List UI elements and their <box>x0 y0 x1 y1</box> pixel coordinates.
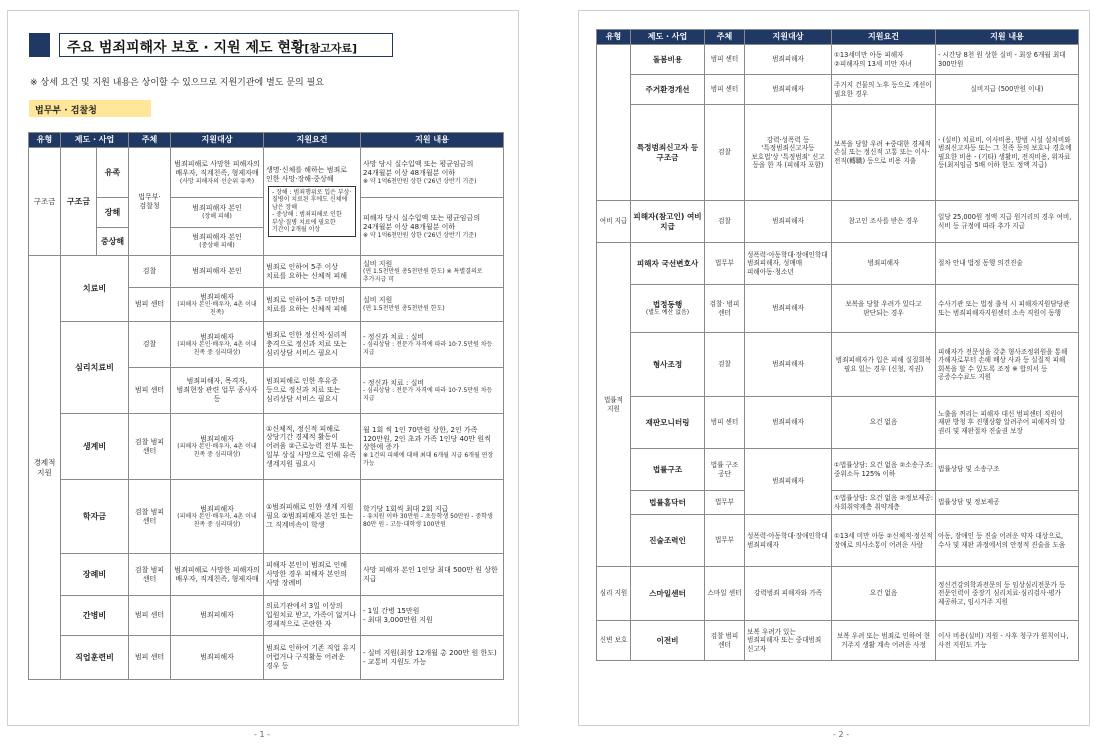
notice-text: ※ 상세 요건 및 지원 내용은 상이할 수 있으므로 지원기관에 별도 문의 필요 <box>30 78 324 88</box>
content-cell: 절차 안내 법정 동행 의견진술 <box>936 243 1079 285</box>
table-row <box>597 333 1079 397</box>
title-reference: [참고자료] <box>304 42 357 55</box>
target-cell: 범죄피해자 <box>745 75 832 105</box>
target-note: (중상해 피해) <box>199 242 235 250</box>
program-cell: 심리치료비 <box>61 322 129 414</box>
content-cell: 일당 25,000원 정액 지급 원거리의 경우 여비, 식비 등 규정에 따라 추가 지급 <box>936 201 1079 243</box>
target-cell: 범죄피해로 사망한 피해자의 배우자, 직계친족, 형제자매 <box>171 554 264 596</box>
content-text: 학기당 1회씩 최대 2회 지급 <box>363 504 449 513</box>
target-cell: 범죄피해자 <box>745 201 832 243</box>
content-cell: - (실비) 치료비, 이사비용, 방범 시설 설치비와 범죄신고자등 또는 그 친족 등의 보호나 경호에 필요한 비용 - (기타) 생활비, 전직비용, 위자료 등(최저임금 5배 이하 한도 정액 지급) <box>936 105 1079 201</box>
content-cell <box>361 368 504 414</box>
content-note: - 심리상담 : 전문가 자격에 따라 10·7.5만원 차등 지급 <box>363 341 493 356</box>
content-cell: 피해자가 전문성을 갖춘 형사조정위원을 통해 가해자로부터 손해 배상 사과 등 실질적 피해 회복을 할 수 있도록 조정 ※ 합의서 등 공증수수료도 지원 <box>936 333 1079 397</box>
program-cell: 재판모니터링 <box>631 397 705 449</box>
target-cell: 범죄피해자 본인 <box>171 256 264 288</box>
agency-cell: 범피 센터 <box>705 397 745 449</box>
requirement-cell: 주거지 건물의 노후 등으로 개선이 필요한 경우 <box>832 75 936 105</box>
type-cell: 법률적 지원 <box>597 243 631 567</box>
program-cell: 구조금 <box>61 148 97 256</box>
table-row <box>597 621 1079 661</box>
content-cell <box>361 288 504 322</box>
agency-cell: 검찰 범피 센터 <box>129 480 171 554</box>
requirement-cell: 피해자 본인이 범죄로 인해 사망한 경우 피해자 본인의 사망 장례비 <box>264 554 361 596</box>
content-cell: 사망 피해자 본인 1인당 최대 500만 원 상한 지급 <box>361 554 504 596</box>
target-cell <box>171 414 264 480</box>
program-cell: 치료비 <box>61 256 129 322</box>
agency-cell: 검찰· 범피 센터 <box>705 285 745 333</box>
content-text: - 정신과 치료 : 실비 <box>363 332 425 341</box>
requirement-cell: 요건 없음 <box>832 397 936 449</box>
content-text: - 정신과 치료 : 실비 <box>363 378 425 387</box>
agency-cell: 법무부 <box>705 491 745 515</box>
header-target: 지원대상 <box>745 30 832 45</box>
header-agency: 주체 <box>705 30 745 45</box>
target-text: 범죄피해자 <box>200 292 234 301</box>
content-text: 실비 지원 <box>363 296 393 305</box>
requirement-cell: 범죄피해자 <box>832 243 936 285</box>
program-cell: 법률홈닥터 <box>631 491 705 515</box>
target-cell: 범죄피해자 <box>745 285 832 333</box>
program-cell: 피해자(참고인) 여비 지급 <box>631 201 705 243</box>
table-row <box>597 45 1079 75</box>
table-row <box>597 449 1079 491</box>
sub-type-cell: 중상해 <box>97 228 129 256</box>
requirement-cell: 범죄로 인하여 5주 이상 치료를 요하는 신체적 피해 <box>264 256 361 288</box>
requirement-cell: 요건 없음 <box>832 567 936 621</box>
content-cell <box>361 414 504 480</box>
agency-cell: 스마일 센터 <box>705 567 745 621</box>
target-note: (피해자 본인·배우자, 4촌 이내 친족 중 심리대상) <box>177 443 257 458</box>
page-title-box <box>29 33 393 57</box>
target-cell <box>171 480 264 554</box>
content-cell <box>361 480 504 554</box>
target-note: (사망 피해자의 선순위 유족) <box>179 177 255 185</box>
table-row <box>29 148 504 198</box>
content-cell: 노출을 꺼리는 피해자 대신 범피센터 직원이 재판 방청 후 진행상황 알려주어 피해자의 알 권리 및 재판절차 진술권 보장 <box>936 397 1079 449</box>
target-text: 범죄피해자 <box>200 504 234 513</box>
target-cell <box>171 148 264 198</box>
content-note: ※ 약 1억6천만원 상한 ('26년 상반기 기준) <box>363 231 477 239</box>
header-target: 지원대상 <box>171 133 264 148</box>
agency-cell: 검찰 범피 센터 <box>129 414 171 480</box>
content-cell <box>361 198 504 256</box>
header-program: 제도 · 사업 <box>61 133 129 148</box>
target-cell: 성폭력·아동학대·장애인학대 범죄피해자 <box>745 515 832 567</box>
type-cell: 여비 지급 <box>597 201 631 243</box>
table-row <box>29 554 504 596</box>
target-text: 범죄피해자 본인 <box>192 233 242 242</box>
agency-cell: 검찰 범피 센터 <box>705 621 745 661</box>
requirement-cell: 의료기관에서 3일 이상의 입원치료 받고, 가족이 없거나 경제적으로 곤란한 자 <box>264 596 361 636</box>
requirement-cell: 보복을 당할 우려가 있다고 판단되는 경우 <box>832 285 936 333</box>
agency-cell: 범피 센터 <box>129 288 171 322</box>
requirement-cell: 보복 우려 또는 범죄로 인하여 현 거주지 생활 계속 어려운 사정 <box>832 621 936 661</box>
target-cell <box>171 228 264 256</box>
requirement-box-line: - 장해 : 범죄행위로 입은 부상·질병이 치료된 후에도 신체에 남은 장해 <box>272 188 352 211</box>
agency-cell: 범피 센터 <box>129 596 171 636</box>
program-note: (별도 예산 없음) <box>645 309 690 317</box>
requirement-cell: 범죄로 인하여 기존 직업 유지 어렵거나 구직활동 어려운 경우 등 <box>264 636 361 680</box>
content-note: (연 1.5천만원 총5천만원 한도) ※ 특별결의로 추가지급 可 <box>363 268 483 283</box>
program-cell: 이전비 <box>631 621 705 661</box>
content-cell <box>361 636 504 680</box>
requirement-cell: 범죄피해로 인한 후유증 등으로 정신과 치료 또는 심리상담 서비스 필요시 <box>264 368 361 414</box>
target-note: (피해자 본인·배우자, 4촌 이내 친족) <box>177 301 257 316</box>
table-row <box>29 256 504 288</box>
agency-cell: 검찰 범피 센터 <box>129 554 171 596</box>
page-number: - 2 - <box>833 730 849 739</box>
requirement-cell: 범죄로 인하여 5주 미만의 치료를 요하는 신체적 피해 <box>264 288 361 322</box>
agency-cell: 검찰 <box>705 333 745 397</box>
target-cell: 범죄피해자 <box>745 449 832 515</box>
table-row <box>597 75 1079 105</box>
target-cell: 범죄피해자, 목격자, 범죄현장 관련 업무 종사자 등 <box>171 368 264 414</box>
agency-cell: 검찰 <box>705 105 745 201</box>
content-note: ※ 1건의 피해에 대해 최대 6개월 지급 6개월 연장 가능 <box>363 452 494 467</box>
content-note: - 유치원 이하 30만원 - 초등학생 50만원 - 중학생 80만 원 - 고등·대학생 100만원 <box>363 513 493 528</box>
target-cell <box>171 288 264 322</box>
document-page-1 <box>7 10 519 726</box>
agency-cell: 법무부 <box>705 515 745 567</box>
content-cell: 법률상담 및 소송구조 <box>936 449 1079 491</box>
program-cell: 형사조정 <box>631 333 705 397</box>
support-table-page2 <box>596 29 1079 661</box>
target-cell: 강력범죄 피해자와 가족 <box>745 567 832 621</box>
requirement-cell: 보복을 당할 우려 +중대한 경제적 손실 또는 정신적 고통 또는 이사·전직(轉職) 등으로 비용 지출 <box>832 105 936 201</box>
program-cell: 피해자 국선변호사 <box>631 243 705 285</box>
content-note: - 심리상담 : 전문가 자격에 따라 10·7.5만원 차등 지급 <box>363 387 493 402</box>
table-row <box>29 322 504 368</box>
content-cell: - 시간당 8천 원 상한 실비 - 최장 6개월 최대 300만원 <box>936 45 1079 75</box>
content-cell: 법률상담 및 정보제공 <box>936 491 1079 515</box>
target-cell: 보복 우려가 있는 범죄피해자 또는 중대범죄 신고자 <box>745 621 832 661</box>
type-cell: 구조금 <box>29 148 61 256</box>
agency-cell: 범피 센터 <box>705 45 745 75</box>
target-cell <box>171 198 264 228</box>
header-requirement: 지원요건 <box>832 30 936 45</box>
program-text: 법정동행 <box>652 300 683 309</box>
title-marker <box>29 33 50 57</box>
content-cell <box>361 322 504 368</box>
requirement-cell: 범죄피해자가 입은 피해 실질회복 필요 있는 경우 (신청, 직권) <box>832 333 936 397</box>
table-row <box>29 636 504 680</box>
content-cell <box>361 148 504 198</box>
requirement-cell: ①13세 미만 아동 ②신체적·정신적 장애로 의사소통이 어려운 사람 <box>832 515 936 567</box>
table-row <box>29 480 504 554</box>
table-row <box>597 397 1079 449</box>
content-text: - 실비 지원(최장 12개월 총 200만 원 한도) <box>363 648 497 657</box>
support-table-page1 <box>28 132 504 680</box>
requirement-cell: ①법률상담: 요건 없음 ②소송구조: 중위소득 125% 이하 <box>832 449 936 491</box>
target-cell <box>171 322 264 368</box>
program-cell: 주거환경개선 <box>631 75 705 105</box>
target-cell: 성폭력·아동학대·장애인학대 범죄피해자, 성매매 피해아동·청소년 <box>745 243 832 285</box>
content-text: 피해자 당시 실수입액 또는 평균임금의 24개월분 이상 48개월분 이하 <box>363 214 481 231</box>
content-note: - 교통비 지원도 가능 <box>363 657 427 666</box>
target-note: (장해 피해) <box>202 213 232 221</box>
target-cell: 범죄피해자 <box>171 596 264 636</box>
content-cell <box>361 256 504 288</box>
content-note: - 최대 3,000만원 지원 <box>363 615 433 624</box>
requirement-cell: ①신체적, 정신적 피해로 상당기간 경제적 활동이 어려움 ②근로능력 전부 또는 일부 상실 사망으로 인해 유족 생계지원 필요시 <box>264 414 361 480</box>
content-text: - 1일 간병 15만원 <box>363 606 420 615</box>
agency-cell: 범피 센터 <box>705 75 745 105</box>
program-cell: 돌봄비용 <box>631 45 705 75</box>
header-type: 유형 <box>29 133 61 148</box>
sub-type-cell: 장해 <box>97 198 129 228</box>
table-row <box>597 515 1079 567</box>
target-cell: 범죄피해자 <box>171 636 264 680</box>
agency-cell: 검찰 <box>129 256 171 288</box>
target-cell: 범죄피해자 <box>745 45 832 75</box>
agency-cell: 검찰 <box>705 201 745 243</box>
page-number: - 1 - <box>254 730 270 739</box>
program-cell: 특정범죄신고자 등 구조금 <box>631 105 705 201</box>
program-cell: 간병비 <box>61 596 129 636</box>
header-content: 지원 내용 <box>361 133 504 148</box>
target-text: 범죄피해로 사망한 피해자의 배우자, 직계친족, 형제자매 <box>174 160 260 177</box>
target-cell: 범죄피해자 <box>745 333 832 397</box>
program-cell: 장례비 <box>61 554 129 596</box>
table-row <box>597 105 1079 201</box>
table-row <box>597 201 1079 243</box>
content-text: 월 1회 씩 1인 70만원 상한, 2인 가족 120만원, 2인 초과 가족 1인당 40만 원씩 상한에 증가 <box>363 425 491 452</box>
sub-type-cell: 유족 <box>97 148 129 198</box>
program-cell <box>631 285 705 333</box>
header-requirement: 지원요건 <box>264 133 361 148</box>
requirement-cell: ①법률상담: 요건 없음 ②정보제공: 사회취약계층 취약계층 <box>832 491 936 515</box>
type-cell: 경제적 지원 <box>29 256 61 680</box>
target-cell: 강력·성폭력 등 '특정범죄신고자등 보호법'상 '특정범죄' 신고 등을 한 자 (피해자 포함) <box>745 105 832 201</box>
agency-cell: 법무부· 검찰청 <box>129 148 171 256</box>
content-cell: 이사 비용(실비) 지원 - 사후 청구가 원칙이나, 사전 지원도 가능 <box>936 621 1079 661</box>
agency-cell: 법무부 <box>705 243 745 285</box>
agency-cell: 검찰 <box>129 322 171 368</box>
content-cell: 아동, 장애인 등 진술 어려운 약자 대상으로, 수사 및 재판 과정에서의 안정적 진술을 도움 <box>936 515 1079 567</box>
header-type: 유형 <box>597 30 631 45</box>
table-row <box>597 567 1079 621</box>
target-cell: 범죄피해자 <box>745 397 832 449</box>
requirement-cell <box>264 148 361 256</box>
program-cell: 생계비 <box>61 414 129 480</box>
agency-cell: 범피 센터 <box>129 368 171 414</box>
table-row <box>29 596 504 636</box>
table-row <box>597 243 1079 285</box>
content-note: (연 1.5천만원 총5천만원 한도) <box>363 305 445 313</box>
header-content: 지원 내용 <box>936 30 1079 45</box>
type-cell: 심리 지원 <box>597 567 631 621</box>
table-row <box>29 414 504 480</box>
target-note: (피해자 본인·배우자, 4촌 이내 친족 중 심리대상) <box>177 341 257 356</box>
table-row <box>597 285 1079 333</box>
agency-cell: 법률 구조 공단 <box>705 449 745 491</box>
header-program: 제도 · 사업 <box>631 30 705 45</box>
program-cell: 직업훈련비 <box>61 636 129 680</box>
page-title: 주요 범죄피해자 보호 · 지원 제도 현황[참고자료] <box>59 33 393 57</box>
type-cell: 신변 보호 <box>597 621 631 661</box>
requirement-box <box>268 186 356 237</box>
table-row <box>597 491 1079 515</box>
program-cell: 법률구조 <box>631 449 705 491</box>
document-page-2 <box>578 10 1090 726</box>
target-text: 범죄피해자 <box>200 434 234 443</box>
agency-cell: 범피 센터 <box>129 636 171 680</box>
content-text: 사망 당시 실수입액 또는 평균임금의 24개월분 이상 48개월분 이하 <box>363 160 474 177</box>
requirement-cell: ①13세미만 아동 피해자 ②피해자의 13세 미만 자녀 <box>832 45 936 75</box>
content-cell <box>361 596 504 636</box>
content-cell: 실비지급 (500만원 이내) <box>936 75 1079 105</box>
program-cell: 학자금 <box>61 480 129 554</box>
header-agency: 주체 <box>129 133 171 148</box>
target-text: 범죄피해자 본인 <box>192 204 242 213</box>
requirement-cell: 범죄로 인한 정신적·심리적 충격으로 정신과 치료 또는 심리상담 서비스 필요시 <box>264 322 361 368</box>
requirement-cell: 참고인 조사를 받은 경우 <box>832 201 936 243</box>
requirement-cell: ①범죄피해로 인한 생계 지원 필요 ②범죄피해자 본인 또는 그 직계비속이 학생 <box>264 480 361 554</box>
program-cell: 진술조력인 <box>631 515 705 567</box>
content-text: 실비 지원 <box>363 259 393 268</box>
target-text: 범죄피해자 <box>200 332 234 341</box>
ministry-label: 법무부 · 검찰청 <box>29 100 151 117</box>
target-note: (피해자 본인·배우자, 4촌 이내 친족 중 심리대상) <box>177 513 257 528</box>
requirement-box-line: - 중상해 : 범죄피해로 인한 부상·질병 치료에 필요한 기간이 2개월 이상 <box>272 211 342 234</box>
content-cell: 정신건강의학과전문의 등 임상심리전문가 등 전문인력이 중장기 심리치료·심리검사·평가 제공하고, 임시거주 지원 <box>936 567 1079 621</box>
requirement-text: 생명·신체를 해하는 범죄로 인한 사망·장해·중상해 <box>266 166 348 183</box>
type-cell <box>597 45 631 201</box>
content-cell: 수사기관 또는 법정 출석 시 피해자지원담당관 또는 범죄피해자지원센터 소속 직원이 동행 <box>936 285 1079 333</box>
content-note: ※ 약 1억6천만원 상한 ('26년 상반기 기준) <box>363 177 477 185</box>
program-cell: 스마일센터 <box>631 567 705 621</box>
